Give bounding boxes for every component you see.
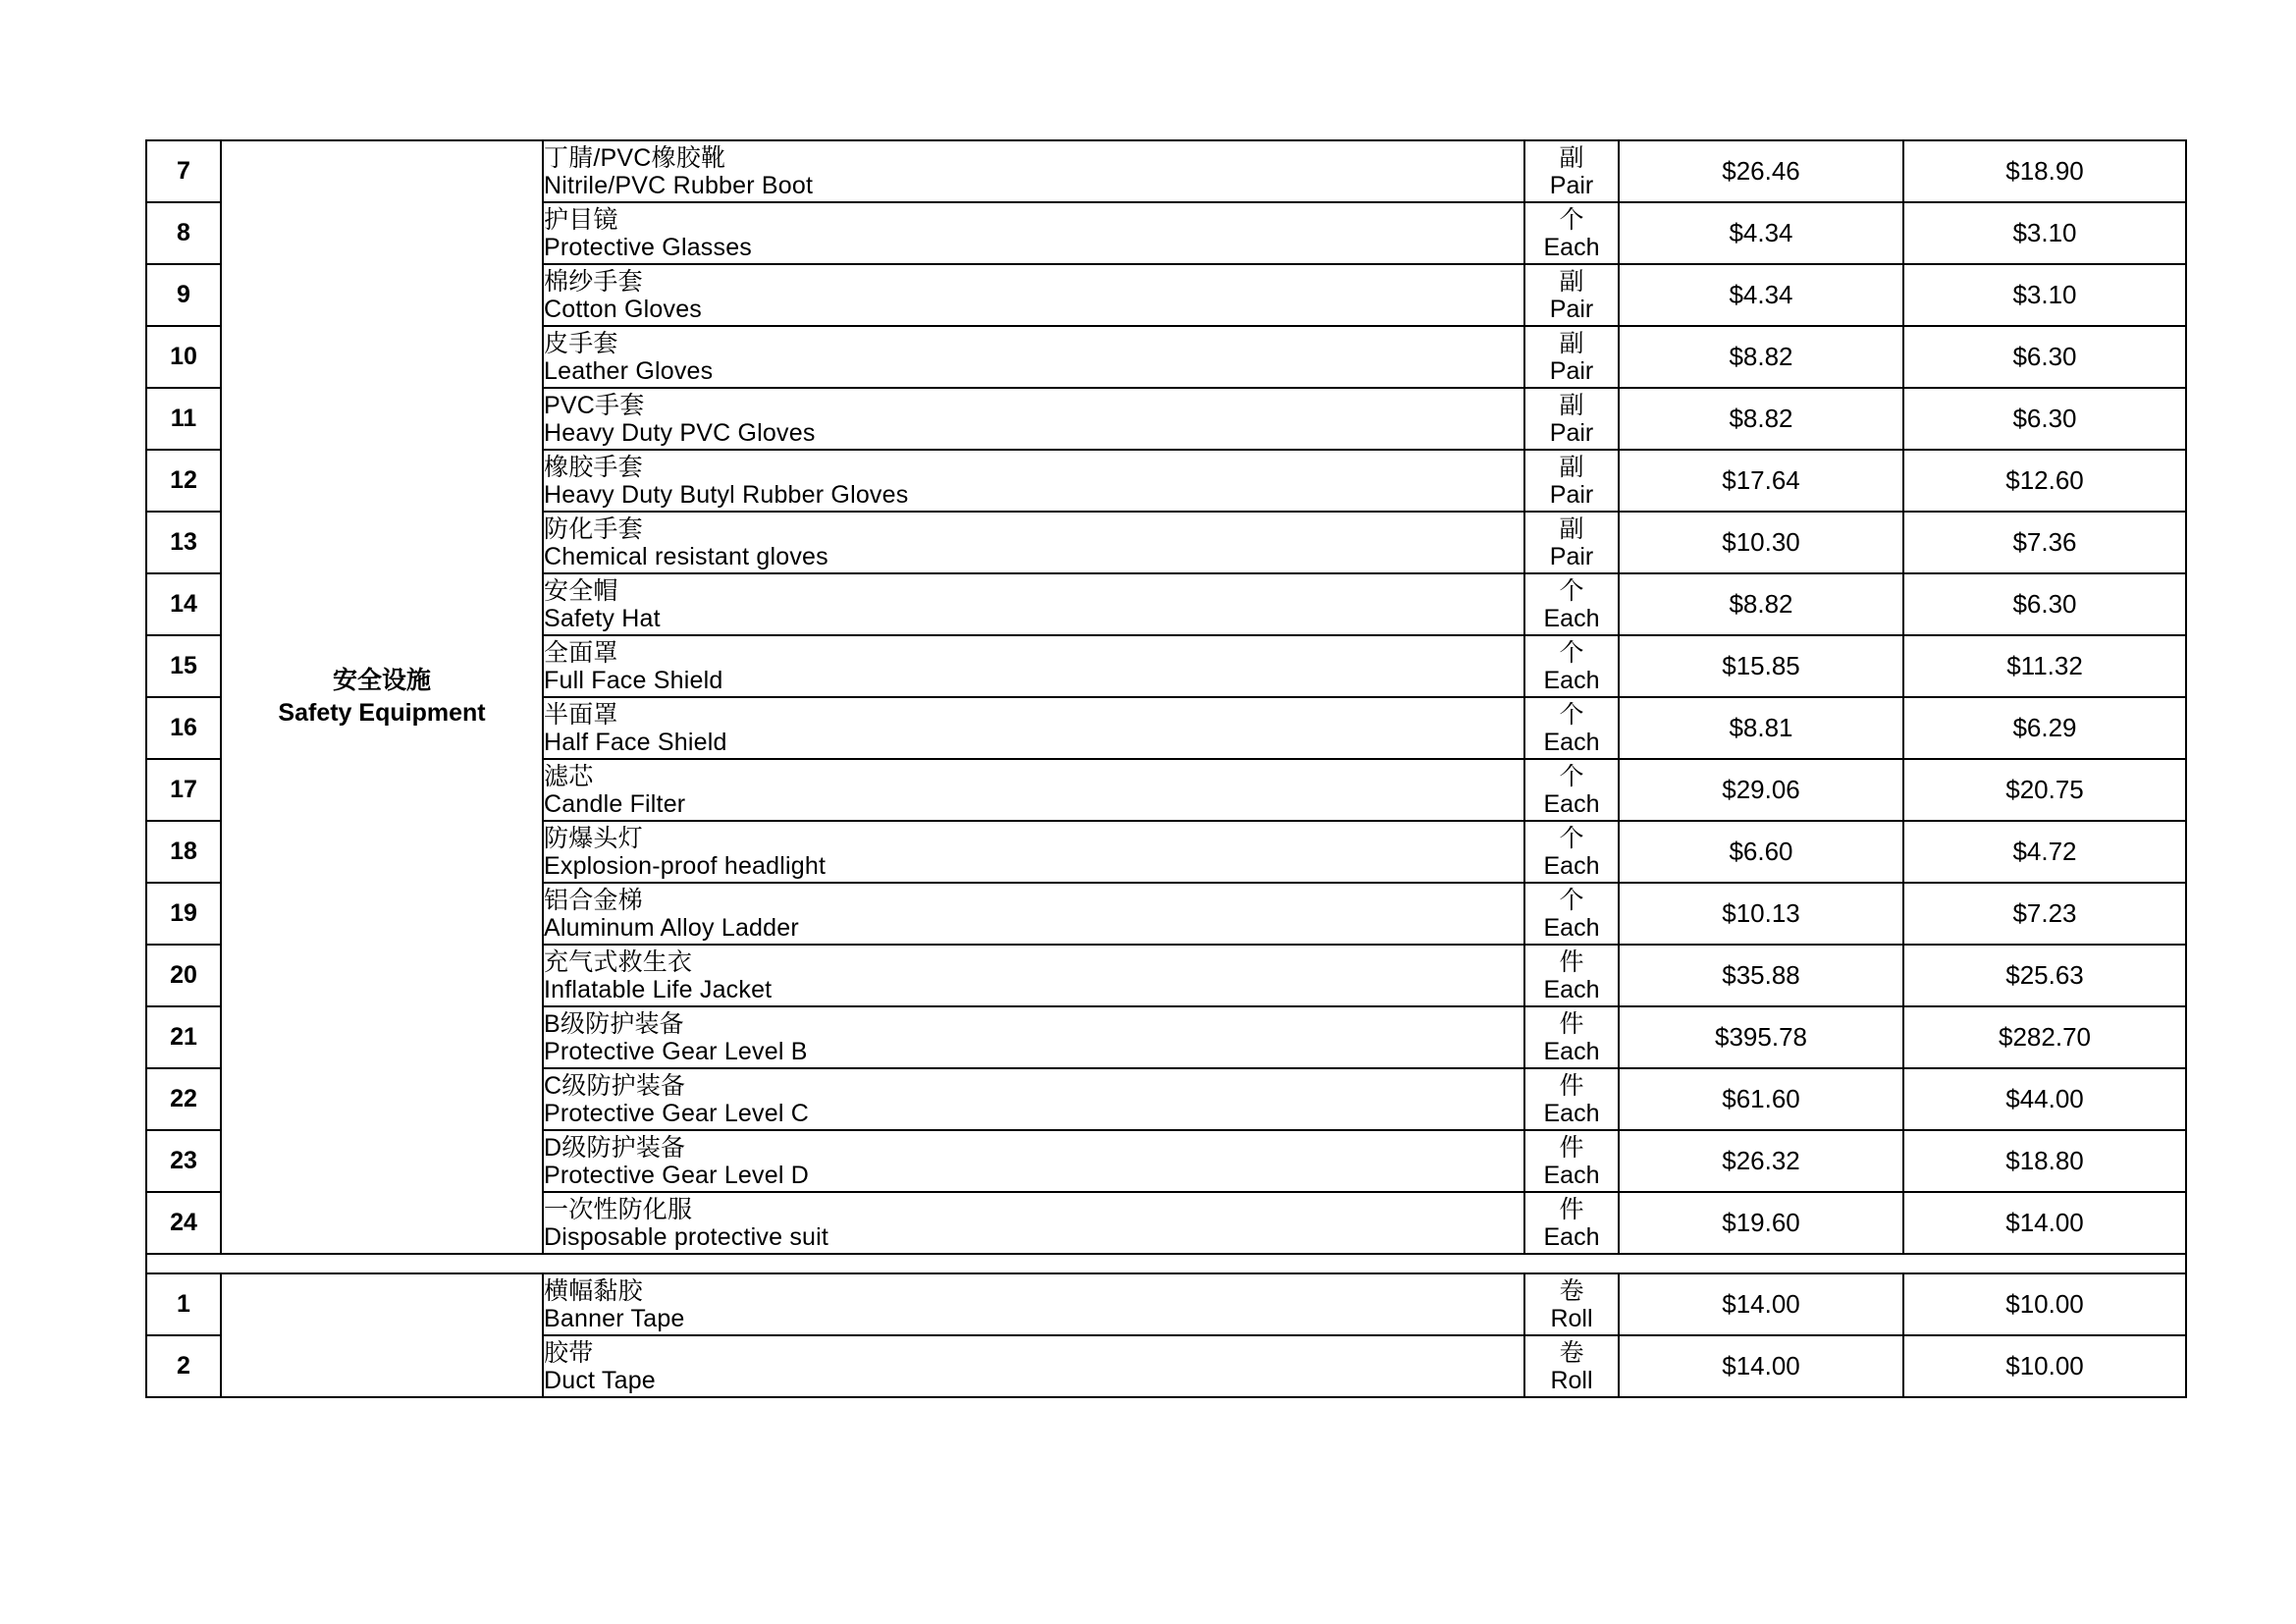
- item-name-en: Heavy Duty PVC Gloves: [544, 418, 816, 447]
- row-number: 22: [146, 1068, 221, 1130]
- unit-cn: 个: [1559, 762, 1584, 790]
- table-body-tape: [146, 1273, 2186, 1397]
- price-table-section-tape: [145, 1272, 2187, 1398]
- price-secondary: $7.36: [1903, 512, 2186, 573]
- table-row: [146, 1273, 2186, 1335]
- unit-en: Roll: [1550, 1304, 1593, 1332]
- item-description: [543, 264, 1524, 326]
- row-number: 24: [146, 1192, 221, 1254]
- item-name-en: Safety Hat: [544, 604, 661, 632]
- unit-cn: 个: [1559, 886, 1584, 914]
- item-name-en: Cotton Gloves: [544, 295, 703, 323]
- unit-en: Pair: [1549, 418, 1594, 447]
- unit-cn: 副: [1559, 453, 1584, 481]
- unit-cn: 副: [1559, 514, 1584, 543]
- item-name-cn: PVC手套: [544, 391, 645, 419]
- item-name-en: Duct Tape: [544, 1366, 656, 1394]
- table-row: [146, 140, 2186, 202]
- item-description: [543, 140, 1524, 202]
- item-unit: [1524, 883, 1619, 945]
- item-unit: [1524, 1130, 1619, 1192]
- unit-cn: 个: [1559, 205, 1584, 234]
- row-number: 11: [146, 388, 221, 450]
- unit-cn: 副: [1559, 329, 1584, 357]
- row-number: 10: [146, 326, 221, 388]
- row-number: 12: [146, 450, 221, 512]
- price-primary: $4.34: [1619, 202, 1903, 264]
- unit-en: Pair: [1549, 542, 1594, 570]
- item-description: [543, 512, 1524, 573]
- item-name-cn: D级防护装备: [544, 1133, 686, 1162]
- item-name-cn: 防爆头灯: [544, 824, 643, 852]
- item-unit: [1524, 573, 1619, 635]
- row-number: 2: [146, 1335, 221, 1397]
- row-number: 20: [146, 945, 221, 1006]
- item-description: [543, 759, 1524, 821]
- row-number: 16: [146, 697, 221, 759]
- category-label-en: Safety Equipment: [278, 699, 486, 727]
- item-name-en: Full Face Shield: [544, 666, 723, 694]
- price-primary: $6.60: [1619, 821, 1903, 883]
- row-number: 19: [146, 883, 221, 945]
- unit-cn: 个: [1559, 824, 1584, 852]
- item-name-cn: 一次性防化服: [544, 1195, 693, 1223]
- unit-cn: 个: [1559, 576, 1584, 605]
- unit-cn: 个: [1559, 638, 1584, 667]
- item-description: [543, 326, 1524, 388]
- item-name-cn: 滤芯: [544, 762, 594, 790]
- unit-cn: 副: [1559, 143, 1584, 172]
- item-name-cn: 全面罩: [544, 638, 618, 667]
- category-label-cn: 安全设施: [332, 667, 431, 694]
- item-name-cn: B级防护装备: [544, 1009, 684, 1038]
- item-unit: [1524, 945, 1619, 1006]
- price-primary: $29.06: [1619, 759, 1903, 821]
- price-secondary: $4.72: [1903, 821, 2186, 883]
- item-description: [543, 1006, 1524, 1068]
- unit-cn: 件: [1559, 947, 1584, 976]
- gap-cell: [146, 1255, 221, 1272]
- item-name-en: Aluminum Alloy Ladder: [544, 913, 799, 942]
- price-primary: $61.60: [1619, 1068, 1903, 1130]
- price-primary: $10.30: [1619, 512, 1903, 573]
- row-number: 14: [146, 573, 221, 635]
- item-name-en: Leather Gloves: [544, 356, 714, 385]
- item-unit: [1524, 821, 1619, 883]
- item-description: [543, 388, 1524, 450]
- unit-en: Pair: [1549, 480, 1594, 509]
- unit-cn: 个: [1559, 700, 1584, 729]
- price-primary: $35.88: [1619, 945, 1903, 1006]
- row-number: 17: [146, 759, 221, 821]
- row-number: 7: [146, 140, 221, 202]
- item-name-cn: 棉纱手套: [544, 267, 643, 296]
- item-name-en: Explosion-proof headlight: [544, 851, 827, 880]
- price-primary: $14.00: [1619, 1273, 1903, 1335]
- unit-cn: 副: [1559, 391, 1584, 419]
- unit-en: Each: [1543, 666, 1600, 694]
- item-description: [543, 1335, 1524, 1397]
- item-name-cn: 横幅黏胶: [544, 1276, 643, 1305]
- item-name-en: Heavy Duty Butyl Rubber Gloves: [544, 480, 909, 509]
- price-secondary: $18.90: [1903, 140, 2186, 202]
- item-description: [543, 1130, 1524, 1192]
- row-number: 15: [146, 635, 221, 697]
- unit-en: Pair: [1549, 171, 1594, 199]
- item-unit: [1524, 1273, 1619, 1335]
- price-primary: $26.46: [1619, 140, 1903, 202]
- price-primary: $15.85: [1619, 635, 1903, 697]
- price-primary: $8.81: [1619, 697, 1903, 759]
- item-unit: [1524, 388, 1619, 450]
- item-unit: [1524, 140, 1619, 202]
- price-primary: $26.32: [1619, 1130, 1903, 1192]
- price-secondary: $20.75: [1903, 759, 2186, 821]
- price-secondary: $11.32: [1903, 635, 2186, 697]
- item-name-cn: 护目镜: [544, 205, 618, 234]
- unit-en: Each: [1543, 975, 1600, 1003]
- unit-cn: 副: [1559, 267, 1584, 296]
- item-unit: [1524, 697, 1619, 759]
- item-name-en: Half Face Shield: [544, 728, 727, 756]
- item-name-cn: 皮手套: [544, 329, 618, 357]
- item-unit: [1524, 450, 1619, 512]
- item-description: [543, 573, 1524, 635]
- price-table-section-safety: [145, 139, 2187, 1255]
- item-name-en: Chemical resistant gloves: [544, 542, 828, 570]
- item-unit: [1524, 1006, 1619, 1068]
- item-name-en: Protective Gear Level B: [544, 1037, 808, 1065]
- item-name-cn: 安全帽: [544, 576, 618, 605]
- price-table-spacer: [145, 1255, 2187, 1272]
- row-number: 1: [146, 1273, 221, 1335]
- price-secondary: $25.63: [1903, 945, 2186, 1006]
- item-name-cn: 胶带: [544, 1338, 594, 1367]
- item-description: [543, 1273, 1524, 1335]
- price-secondary: $10.00: [1903, 1335, 2186, 1397]
- unit-en: Each: [1543, 728, 1600, 756]
- row-number: 8: [146, 202, 221, 264]
- price-secondary: $6.30: [1903, 388, 2186, 450]
- price-primary: $395.78: [1619, 1006, 1903, 1068]
- section-gap-row: [146, 1255, 2186, 1272]
- unit-en: Pair: [1549, 356, 1594, 385]
- price-secondary: $6.30: [1903, 326, 2186, 388]
- price-secondary: $14.00: [1903, 1192, 2186, 1254]
- price-primary: $10.13: [1619, 883, 1903, 945]
- unit-en: Each: [1543, 1222, 1600, 1251]
- unit-en: Each: [1543, 604, 1600, 632]
- price-secondary: $44.00: [1903, 1068, 2186, 1130]
- item-description: [543, 202, 1524, 264]
- unit-cn: 件: [1559, 1009, 1584, 1038]
- unit-cn: 件: [1559, 1071, 1584, 1100]
- item-name-en: Protective Gear Level C: [544, 1099, 809, 1127]
- unit-en: Each: [1543, 789, 1600, 818]
- item-unit: [1524, 1068, 1619, 1130]
- item-unit: [1524, 512, 1619, 573]
- gap-cell: [1619, 1255, 1903, 1272]
- price-secondary: $6.29: [1903, 697, 2186, 759]
- price-secondary: $282.70: [1903, 1006, 2186, 1068]
- price-secondary: $3.10: [1903, 264, 2186, 326]
- unit-cn: 卷: [1559, 1276, 1584, 1305]
- gap-cell: [543, 1255, 1524, 1272]
- item-description: [543, 821, 1524, 883]
- price-primary: $8.82: [1619, 326, 1903, 388]
- item-name-en: Disposable protective suit: [544, 1222, 829, 1251]
- table-body-safety: [146, 140, 2186, 1254]
- category-cell: [221, 140, 543, 1254]
- item-unit: [1524, 326, 1619, 388]
- unit-en: Each: [1543, 1161, 1600, 1189]
- item-unit: [1524, 635, 1619, 697]
- price-primary: $17.64: [1619, 450, 1903, 512]
- unit-en: Each: [1543, 233, 1600, 261]
- item-unit: [1524, 202, 1619, 264]
- item-name-cn: 充气式救生衣: [544, 947, 693, 976]
- price-table-wrapper: [145, 139, 2185, 1398]
- row-number: 18: [146, 821, 221, 883]
- item-description: [543, 945, 1524, 1006]
- item-name-cn: 铝合金梯: [544, 886, 643, 914]
- item-description: [543, 697, 1524, 759]
- gap-cell: [1524, 1255, 1619, 1272]
- item-description: [543, 450, 1524, 512]
- item-name-cn: 橡胶手套: [544, 453, 643, 481]
- price-secondary: $12.60: [1903, 450, 2186, 512]
- item-name-en: Banner Tape: [544, 1304, 685, 1332]
- item-description: [543, 1192, 1524, 1254]
- unit-cn: 件: [1559, 1133, 1584, 1162]
- item-name-cn: 防化手套: [544, 514, 643, 543]
- price-primary: $19.60: [1619, 1192, 1903, 1254]
- unit-en: Each: [1543, 1037, 1600, 1065]
- price-secondary: $6.30: [1903, 573, 2186, 635]
- row-number: 21: [146, 1006, 221, 1068]
- gap-cell: [1903, 1255, 2186, 1272]
- item-unit: [1524, 759, 1619, 821]
- item-name-cn: 半面罩: [544, 700, 618, 729]
- row-number: 9: [146, 264, 221, 326]
- item-description: [543, 635, 1524, 697]
- gap-cell: [221, 1255, 543, 1272]
- item-name-en: Protective Glasses: [544, 233, 753, 261]
- unit-en: Roll: [1550, 1366, 1593, 1394]
- price-primary: $14.00: [1619, 1335, 1903, 1397]
- row-number: 23: [146, 1130, 221, 1192]
- price-secondary: $18.80: [1903, 1130, 2186, 1192]
- item-name-en: Inflatable Life Jacket: [544, 975, 773, 1003]
- item-name-cn: 丁腈/PVC橡胶靴: [544, 143, 726, 172]
- item-description: [543, 883, 1524, 945]
- category-cell-empty: [221, 1273, 543, 1397]
- price-primary: $4.34: [1619, 264, 1903, 326]
- item-unit: [1524, 1192, 1619, 1254]
- unit-cn: 卷: [1559, 1338, 1584, 1367]
- item-name-en: Nitrile/PVC Rubber Boot: [544, 171, 814, 199]
- unit-en: Each: [1543, 913, 1600, 942]
- price-secondary: $10.00: [1903, 1273, 2186, 1335]
- item-description: [543, 1068, 1524, 1130]
- item-name-en: Candle Filter: [544, 789, 686, 818]
- unit-en: Pair: [1549, 295, 1594, 323]
- unit-en: Each: [1543, 1099, 1600, 1127]
- row-number: 13: [146, 512, 221, 573]
- price-secondary: $7.23: [1903, 883, 2186, 945]
- item-name-cn: C级防护装备: [544, 1071, 686, 1100]
- price-primary: $8.82: [1619, 573, 1903, 635]
- unit-en: Each: [1543, 851, 1600, 880]
- item-unit: [1524, 264, 1619, 326]
- unit-cn: 件: [1559, 1195, 1584, 1223]
- item-name-en: Protective Gear Level D: [544, 1161, 809, 1189]
- price-secondary: $3.10: [1903, 202, 2186, 264]
- item-unit: [1524, 1335, 1619, 1397]
- price-primary: $8.82: [1619, 388, 1903, 450]
